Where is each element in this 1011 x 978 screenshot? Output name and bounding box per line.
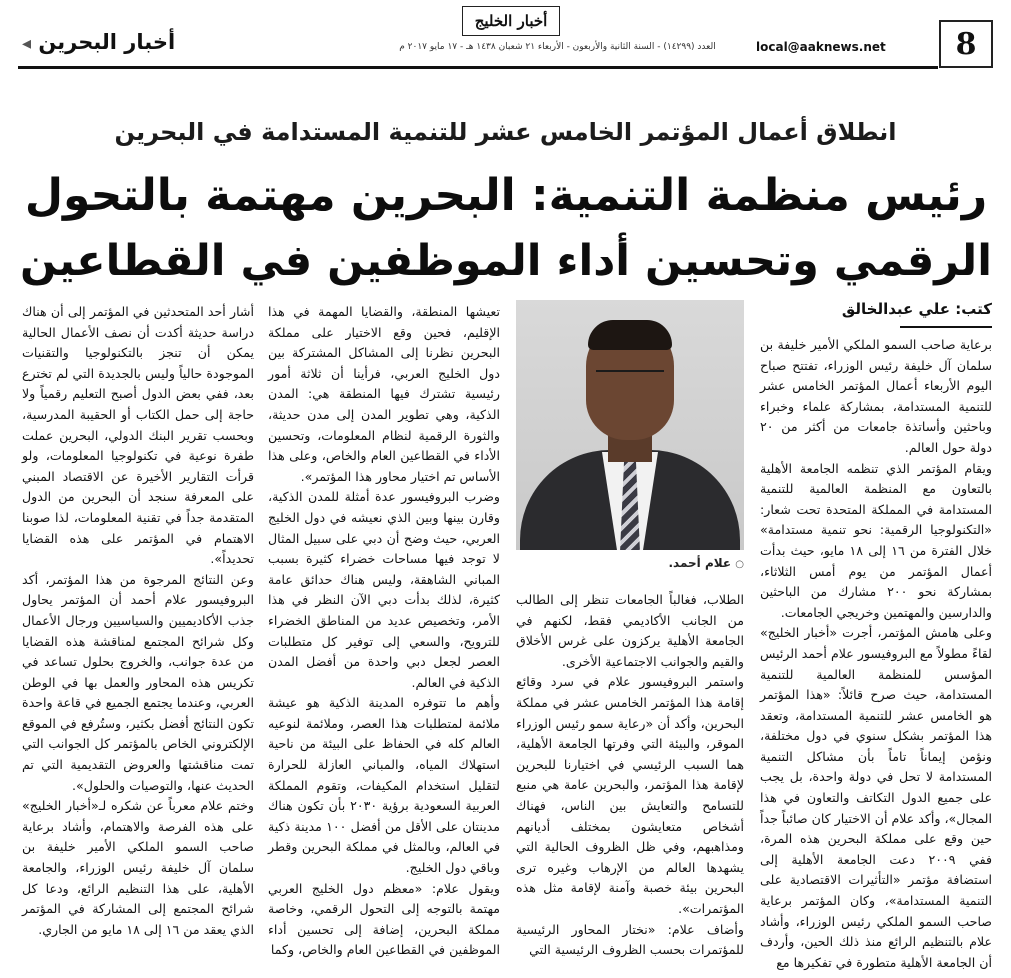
article-column-2 [516,590,744,961]
section-title-text: أخبار البحرين [38,30,176,54]
paragraph: وعن النتائج المرجوة من هذا المؤتمر، أكد البروفيسور علام أحمد أن المؤتمر يحاول جذب الأكاديميين والسياسيين ورجال الأعمال وكل شرائح المجتمع لمناقشة هذه القضايا من عدة جوانب، والخروج بحلول تساعد في تكريس هذه المحاور والعمل بها في الوطن العربي، وعندما يجتمع الجميع في قاعة واحدة تكون النتائج أفضل بكثير، وستُرفع في الموقع الإلكتروني الخاص بالمؤتمر كل الجوانب التي تمت مناقشتها والعروض التقديمية التي تم الحديث عنها، والتوصيات والحلول». [22,571,254,793]
headline-line-1: رئيس منظمة التنمية: البحرين مهتمة بالتحول [24,170,988,221]
hair [588,320,672,350]
issue-info: العدد (١٤٢٩٩) - السنة الثانية والأربعون - الأربعاء ٢١ شعبان ١٤٣٨ هـ - ١٧ مايو ٢٠١٧ م [399,42,716,52]
paragraph: برعاية صاحب السمو الملكي الأمير خليفة بن سلمان آل خليفة رئيس الوزراء، تفتتح صباح اليوم الأربعاء أعمال المؤتمر الخامس عشر للتنمية المستدامة، بمشاركة علماء وخبراء وباحثين وأساتذة جامعات من أكثر من ٢٠ دولة حول العالم. [760,337,992,455]
page-number: 8 [939,20,993,68]
paragraph: واستمر البروفيسور علام في سرد وقائع إقامة هذا المؤتمر الخامس عشر في مملكة البحرين، وأكد أن «رعاية سمو رئيس الوزراء الموقر، والبيئة التي وفرتها الجامعة الأهلية، هما السبب الرئيسي في اختيارنا للبحرين لإقامة هذا المؤتمر، والبحرين عامة هي منبع للتسامح والتعايش بين الناس، فهناك أشخاص متعايشون بمختلف أديانهم ومذاهبهم، وفي ظل الظروف الحالية التي يشهدها العالم من الإرهاب وغيره ترى البحرين بيئة خصبة وآمنة لإقامة مثل هذه المؤتمرات». [516,674,744,916]
paragraph: تعيشها المنطقة، والقضايا المهمة في هذا الإقليم، فحين وقع الاختيار على مملكة البحرين نظرنا إلى المشاكل المشتركة بين دول الخليج العربي، فرأينا أن ثلاثة أمور رئيسية تشترك فيها المنطقة هي: المدن الذكية، وهي تطوير المدن إلى مدن حديثة، والثورة الرقمية لنظام المعلومات، وتحسين الأداء في القطاعين العام والخاص، وعلى هذا الأساس تم اختيار محاور هذا المؤتمر». [268,304,500,484]
article-column-1 [760,335,992,973]
header-divider [18,66,938,69]
article-kicker: انطلاق أعمال المؤتمر الخامس عشر للتنمية المستدامة في البحرين [114,118,897,146]
paragraph: الطلاب، فغالباً الجامعات تنظر إلى الطالب من الجانب الأكاديمي فقط، لكنهم في الجامعة الأهلية يركزون على غرس الأخلاق والقيم والجوانب الاجتماعية الأخرى. [516,592,744,669]
byline: كتب: علي عبدالخالق [841,300,992,318]
newspaper-logo: أخبار الخليج [462,6,560,36]
paragraph: وعلى هامش المؤتمر، أجرت «أخبار الخليج» لقاءً مطولاً مع البروفيسور علام أحمد الرئيس المؤسس للمنظمة العالمية للتنمية المستدامة، حيث صرح قائلاً: «هذا المؤتمر هو الخامس عشر للتنمية المستدامة، وتعقد هذا المؤتمر بشكل سنوي في دول مختلفة، ونؤمن إيماناً تاماً بأن مشاكل التنمية المستدامة لا تحل في دولة واحدة، بل يجب على جميع الدول التكاتف والتعاون في هذا المجال»، وأكد علام أن الاختيار كان صائباً جداً حين وقع على مملكة البحرين هذه المرة، ففي ٢٠٠٩ دعت الجامعة الأهلية إلى استضافة مؤتمر «التأثيرات الاقتصادية على التنمية المستدامة»، وكان المؤتمر برعاية صاحب السمو الملكي رئيس الوزراء، وأشاد علام بالتنظيم الرائع منذ ذلك الحين، وأردف أن الجامعة الأهلية متطورة في تفكيرها مع [760,625,992,970]
headline-line-2: الرقمي وتحسين أداء الموظفين في القطاعين [20,236,992,286]
section-title [18,30,175,54]
page-header [0,0,1011,72]
circle-bullet-icon: ○ [735,559,744,570]
portrait-photo [516,300,744,550]
paragraph: ويقام المؤتمر الذي تنظمه الجامعة الأهلية بالتعاون مع المنظمة العالمية للتنمية المستدامة في المملكة المتحدة تحت شعار: «التكنولوجيا الرقمية: نحو تنمية مستدامة» خلال الفترة من ١٦ إلى ١٨ مايو، حيث بدأت أعمال المؤتمر من يوم أمس الثلاثاء، بمشاركة نحو ٢٠٠ مشارك من الباحثين والدارسين والمهتمين وخريجي الجامعات. [760,460,992,620]
byline-divider [900,326,992,328]
photo-caption-text: علام أحمد. [668,556,732,570]
paragraph: أشار أحد المتحدثين في المؤتمر إلى أن هناك دراسة حديثة أكدت أن نصف الأعمال الحالية يمكن أن تنجز بالتكنولوجيا والتقنيات الموجودة حالياً وليس بالجديدة التي لم تخترع بعد، ففي بعض الدول أصبح التعليم رقمياً ولا حاجة إلى حمل الكتاب أو الحقيبة المدرسية، وبحسب تقرير البنك الدولي، البحرين عملت طفرة نوعية في تكنولوجيا المعلومات، ولو قرأت التقارير الأخيرة عن الاقتصاد المبني على المعرفة سنجد أن البحرين من الدول المتقدمة جداً في تقنية المعلومات، لذا صوبنا الاهتمام في المؤتمر على هذه القضايا تحديداً». [22,304,254,567]
photo-caption [516,556,744,570]
glasses [596,370,664,386]
article-column-4 [22,302,254,940]
paragraph: وأهم ما تتوفره المدينة الذكية هو عيشة ملائمة لمتطلبات هذا العصر، وملائمة لنوعيه العالم كله في الحفاظ على البيئة من ناحية استهلاك المياه، والمباني العازلة للحرارة لتقليل استخدام المكيفات، وتقوم المملكة العربية السعودية برؤية ٢٠٣٠ بأن تكون هناك مدينتان على الأقل من أفضل ١٠٠ مدينة ذكية في العالم، وبالمثل في مملكة البحرين وقطر وباقي دول الخليج. [268,695,501,876]
paragraph: وضرب البروفيسور عدة أمثلة للمدن الذكية، وقارن بينها وبين الذي نعيشه في دول الخليج العربي، حيث وضح أن دبي على سبيل المثال لا توجد فيها مساحات خضراء كثيرة بسبب المباني الشاهقة، وليس هناك حدائق عامة كثيرة، لذلك بدأت دبي الآن النظر في هذا الأمر، وتخصيص عديد من المناطق الخضراء للترويح، والسعي إلى توفير كل متطلبات العصر لجعل دبي واحدة من أفضل المدن الذكية في العالم. [268,489,500,690]
paragraph: وأضاف علام: «نختار المحاور الرئيسية للمؤتمرات بحسب الظروف الرئيسية التي [516,921,744,958]
article-column-3 [268,302,500,961]
section-email[interactable]: local@aaknews.net [756,40,886,54]
paragraph: وختم علام معرباً عن شكره لـ«أخبار الخليج» على هذه الفرصة والاهتمام، وأشاد برعاية صاحب السمو الملكي الأمير خليفة بن سلمان آل خليفة رئيس الوزراء، والجامعة الأهلية، على هذا التنظيم الرائع، ودعا كل شرائح المجتمع إلى المشاركة في المؤتمر الذي يعقد من ١٦ إلى ١٨ مايو من الجاري. [22,798,254,937]
arrow-left-icon: ◂ [22,33,32,54]
paragraph: ويقول علام: «معظم دول الخليج العربي مهتمة بالتوجه إلى التحول الرقمي، وخاصة مملكة البحرين، إضافة إلى تحسين أداء الموظفين في القطاعين العام والخاص، وكما [268,880,500,958]
